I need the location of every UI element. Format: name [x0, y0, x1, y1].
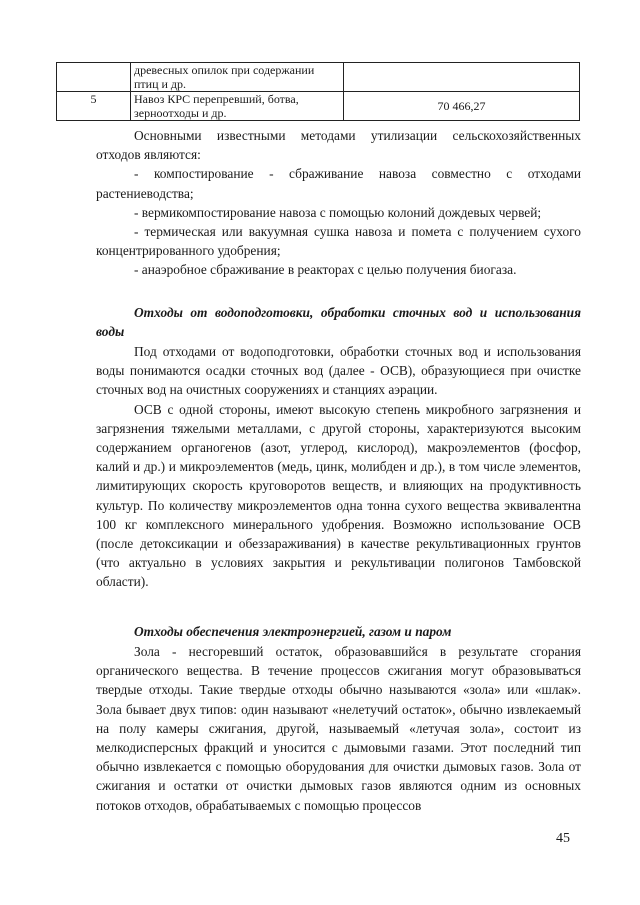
- table-cell-number: 5: [57, 92, 131, 121]
- list-item: - компостирование - сбраживание навоза совместно с отходами растениеводства;: [96, 166, 581, 201]
- list-item: - термическая или вакуумная сушка навоза и помета с получением сухого концентрированного удобрения;: [96, 224, 581, 259]
- section-heading-water: Отходы от водоподготовки, обработки сточных вод и использования воды: [96, 305, 581, 340]
- page-number: 45: [556, 831, 570, 846]
- table-cell-value: [344, 63, 580, 92]
- section-heading-energy: Отходы обеспечения электроэнергией, газом и паром: [134, 624, 452, 639]
- waste-table-fragment: [56, 62, 580, 121]
- table-cell-number: [57, 63, 131, 92]
- section-energy: [96, 642, 581, 815]
- table-cell-value: 70 466,27: [344, 92, 580, 121]
- table-cell-name: древесных опилок при содержании птиц и др.: [131, 63, 344, 92]
- section-agri-methods: [96, 126, 581, 280]
- paragraph: ОСВ с одной стороны, имеют высокую степень микробного загрязнения и загрязнения тяжелыми металлами, с другой стороны, характеризуются высоким содержанием органогенов (азот, углерод, кислород), макроэлементов (фосфор, калий и др.) и микроэлементов (медь, цинк, молибден и др.), в том числе элементов, лимитирующих скорость круговоротов веществ, и влияющих на продуктивность культур. По количеству микроэлементов одна тонна сухого вещества эквивалентна 100 кг комплексного минерального удобрения. Возможно использование ОСВ (после детоксикации и обеззараживания) в качестве рекультивационных грунтов (что актуально в условиях закрытия и рекультивации полигонов Тамбовской области).: [96, 401, 581, 590]
- table-row: [57, 63, 580, 92]
- table-cell-name: Навоз КРС перепревший, ботва, зерноотходы и др.: [131, 92, 344, 121]
- paragraph: Под отходами от водоподготовки, обработки сточных вод и использования воды понимаются осадки сточных вод (далее - ОСВ), образующиеся при очистке сточных вод на очистных сооружениях и станциях аэрации.: [96, 344, 581, 398]
- paragraph-intro: Основными известными методами утилизации сельскохозяйственных отходов являются:: [96, 128, 581, 163]
- list-item: - анаэробное сбраживание в реакторах с целью получения биогаза.: [134, 262, 517, 278]
- section-water: [96, 342, 581, 592]
- table-row: [57, 92, 580, 121]
- paragraph: Зола - несгоревший остаток, образовавшийся в результате сгорания органического вещества. В течение процессов сжигания могут образовываться твердые отходы. Такие твердые отходы обычно называются «зола» или «шлак». Зола бывает двух типов: один называют «нелетучий остаток», обычно извлекаемый на полу камеры сжигания, другой, называемый «летучая зола», состоит из мелкодисперсных фракций и уносится с дымовыми газами. Этот последний тип обычно извлекается с помощью оборудования для очистки дымовых газов. Зола от сжигания и остатки от очистки дымовых газов являются одним из основных потоков отходов, обрабатываемых с помощью процессов: [96, 644, 581, 813]
- list-item: - вермикомпостирование навоза с помощью колоний дождевых червей;: [134, 204, 542, 220]
